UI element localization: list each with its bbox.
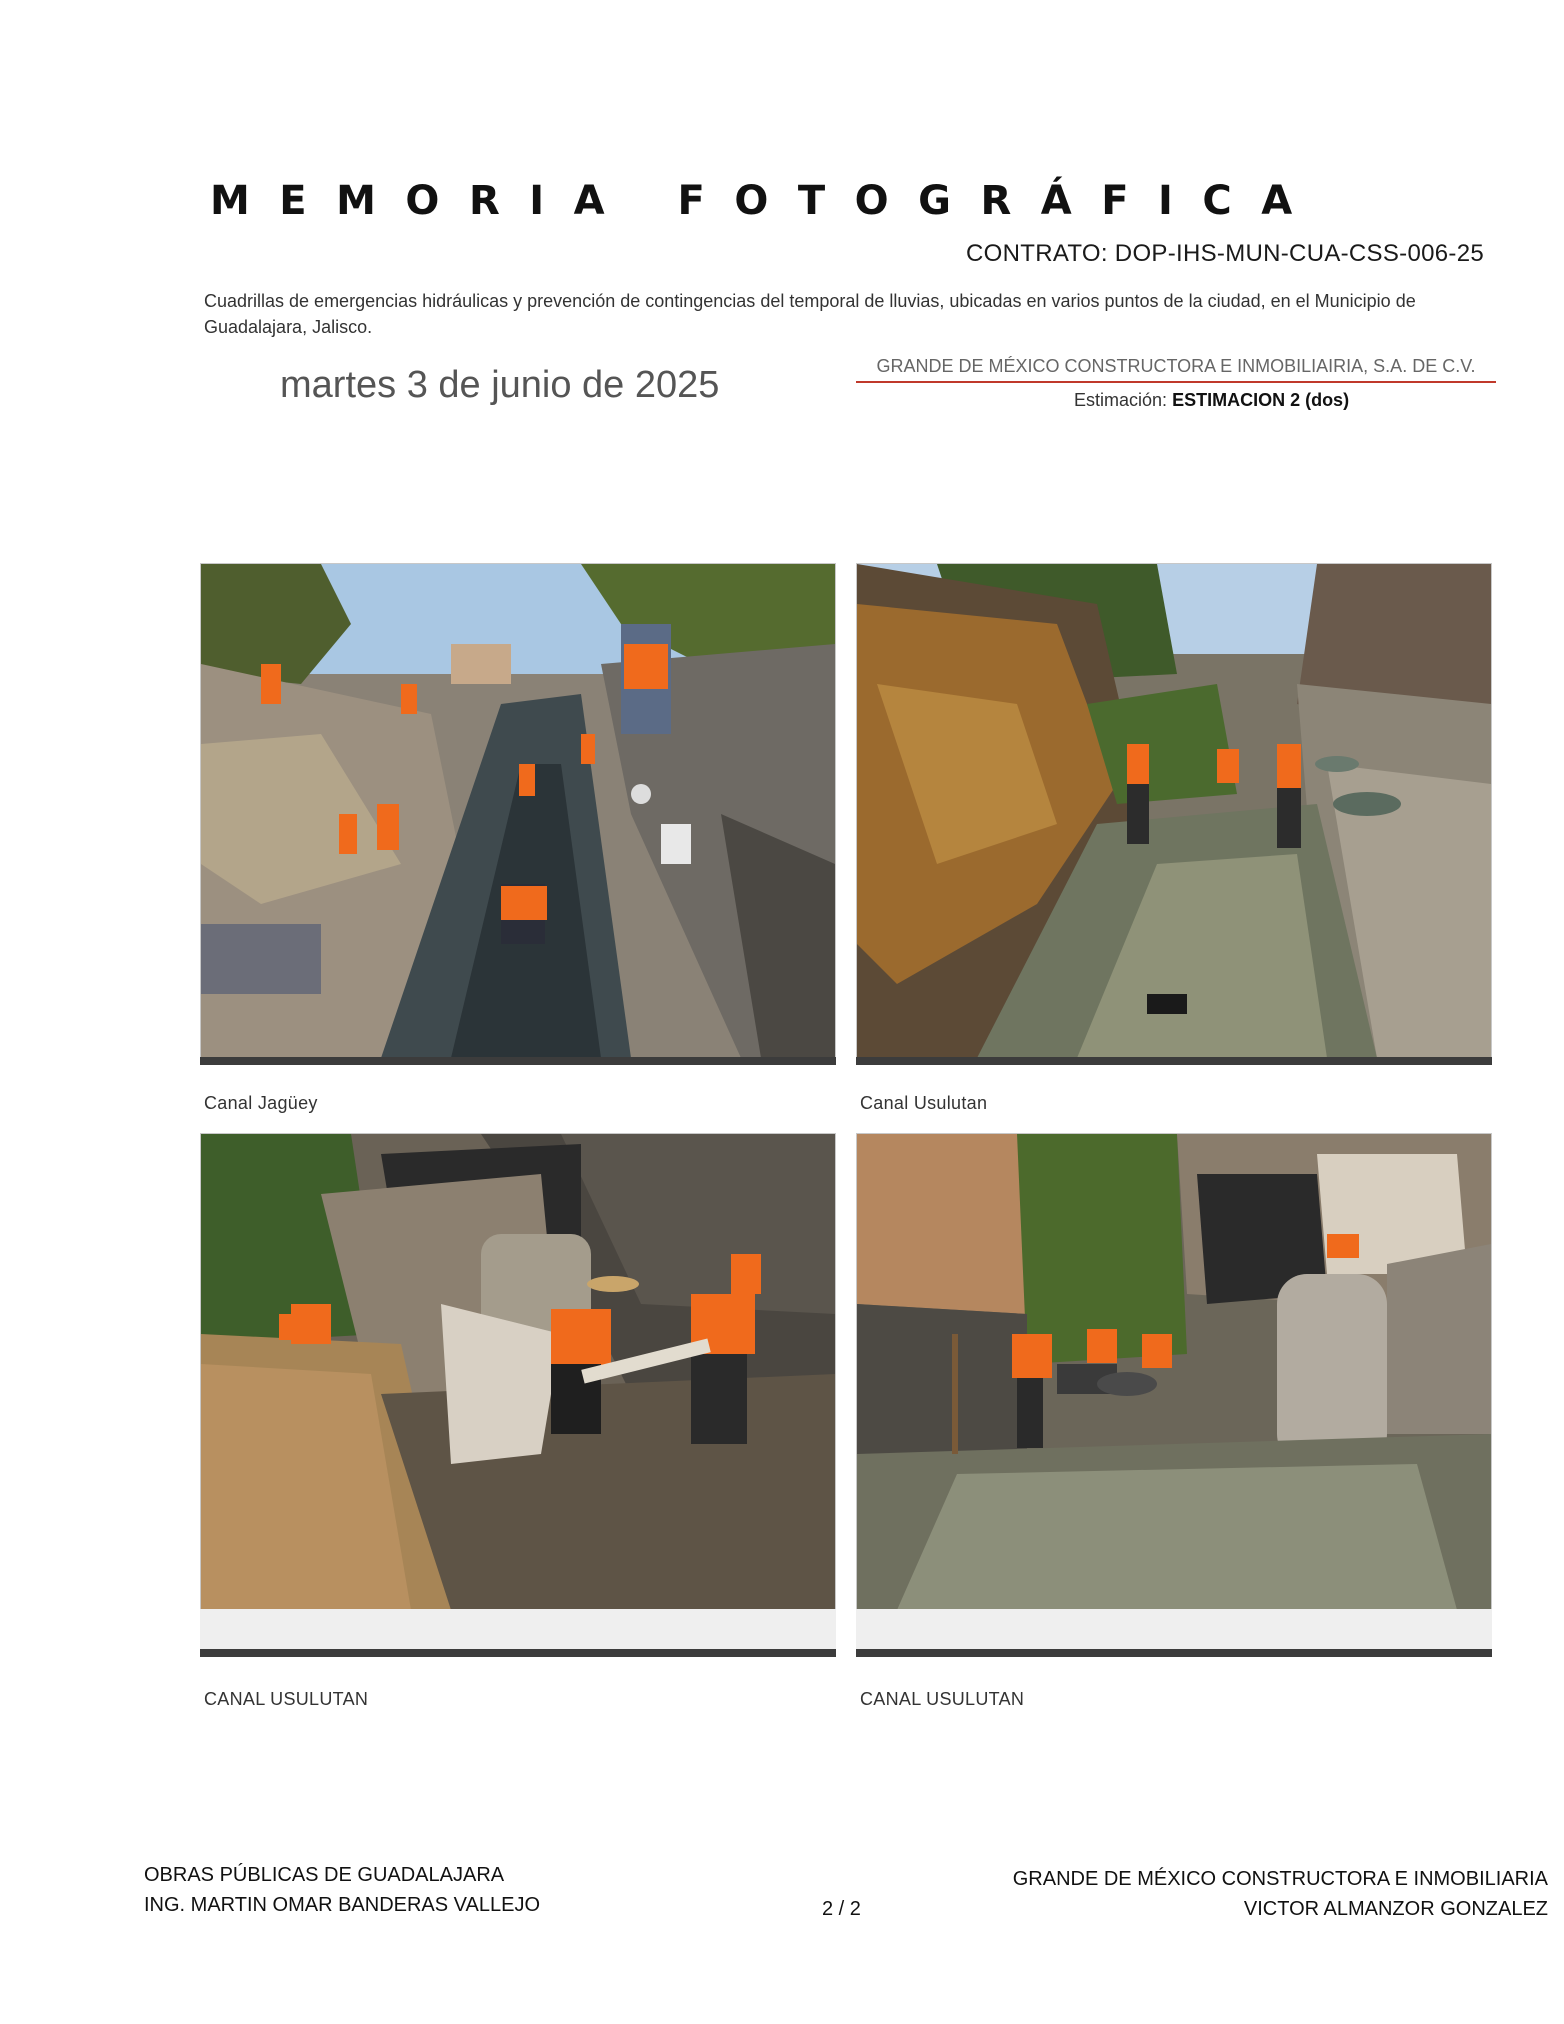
- photo-caption: CANAL USULUTAN: [860, 1689, 1025, 1709]
- photo-1-bar: [200, 1057, 836, 1065]
- report-date: martes 3 de junio de 2025: [280, 364, 720, 406]
- page-number: 2 / 2: [822, 1898, 861, 1920]
- footer-left-org: OBRAS PÚBLICAS DE GUADALAJARA: [144, 1864, 505, 1886]
- estimation-line: [1074, 390, 1349, 411]
- photo-caption: CANAL USULUTAN: [204, 1689, 369, 1709]
- photo-canal-jaguey: [200, 563, 836, 1059]
- photo-caption: Canal Jagüey: [204, 1093, 318, 1113]
- photo-4-bar: [856, 1649, 1492, 1657]
- photo-4-strip: [856, 1609, 1492, 1649]
- contract-number: CONTRATO: DOP-IHS-MUN-CUA-CSS-006-25: [966, 240, 1484, 267]
- photo-caption: Canal Usulutan: [860, 1093, 988, 1113]
- footer-right: [1013, 1864, 1548, 1924]
- photo-canal-usulutan-4: [856, 1133, 1492, 1611]
- photo-3-bar: [200, 1649, 836, 1657]
- footer-right-person: VICTOR ALMANZOR GONZALEZ: [1243, 1898, 1548, 1920]
- estimation-label: Estimación:: [1074, 390, 1168, 410]
- page-title: MEMORIA FOTOGRÁFICA: [210, 178, 1322, 224]
- photo-canal-usulutan: [856, 563, 1492, 1059]
- estimation-value: ESTIMACION 2 (dos): [1172, 390, 1350, 410]
- footer-left: [144, 1860, 540, 1920]
- photo-canal-usulutan-3: [200, 1133, 836, 1611]
- footer-left-person: ING. MARTIN OMAR BANDERAS VALLEJO: [144, 1894, 541, 1916]
- footer-right-company: GRANDE DE MÉXICO CONSTRUCTORA E INMOBILIARIA: [1012, 1868, 1548, 1890]
- photo-3-strip: [200, 1609, 836, 1649]
- photo-2-bar: [856, 1057, 1492, 1065]
- company-name: GRANDE DE MÉXICO CONSTRUCTORA E INMOBILIAIRIA, S.A. DE C.V.: [856, 356, 1496, 383]
- project-description: Cuadrillas de emergencias hidráulicas y prevención de contingencias del temporal de lluvias, ubicadas en varios puntos de la ciudad, en el Municipio de Guadalajara, Jalisco.: [204, 291, 1416, 337]
